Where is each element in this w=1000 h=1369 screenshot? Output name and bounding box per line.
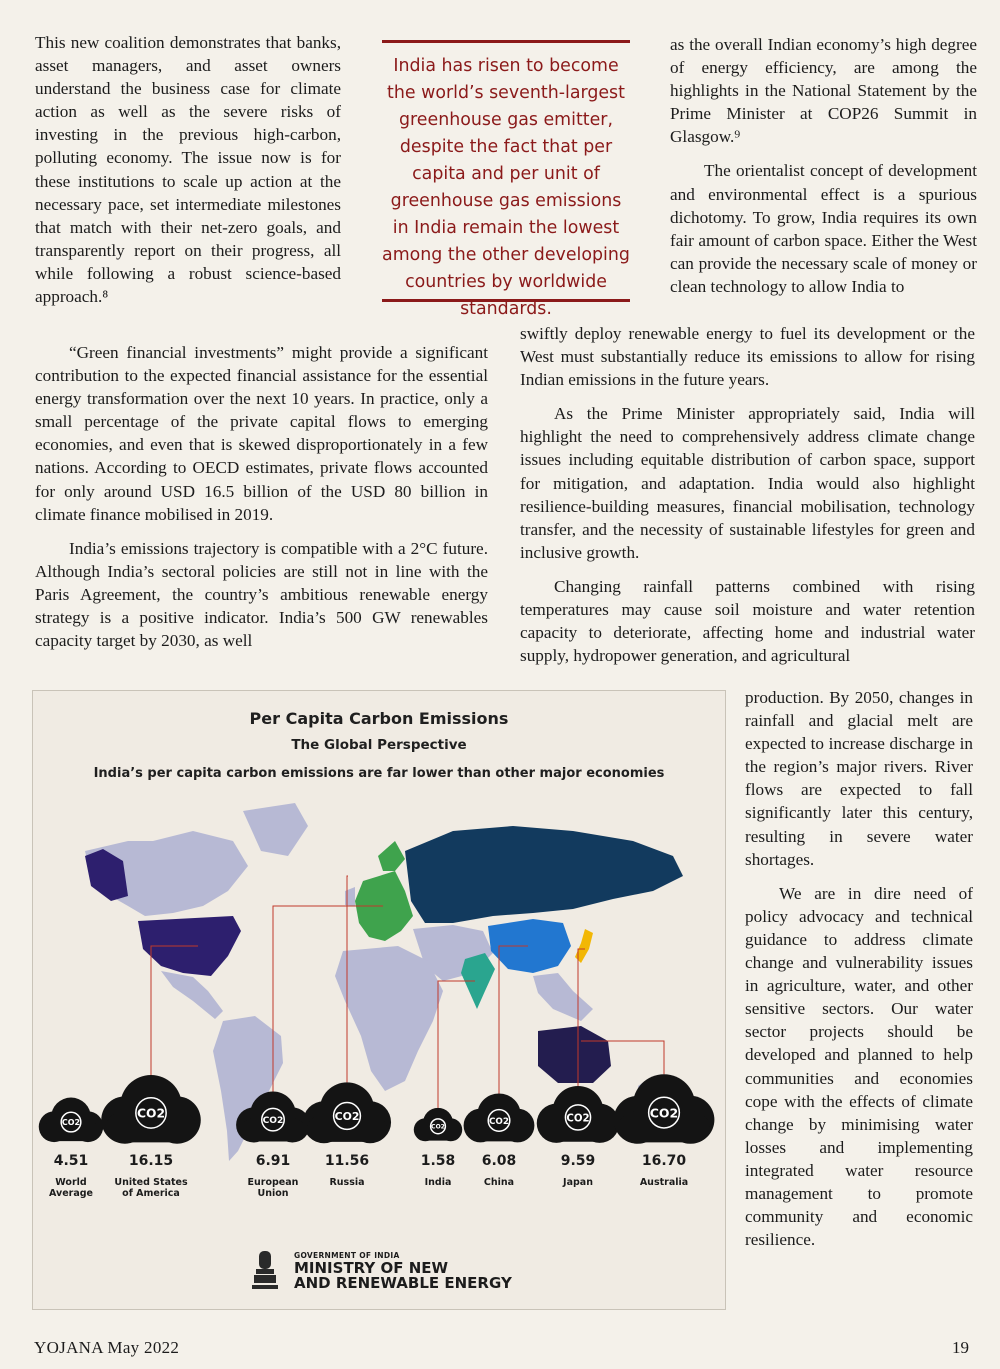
cloud-world-average — [39, 1098, 103, 1143]
paragraph: production. By 2050, changes in rainfall and glacial melt are expected to increase discharge in the region’s major rivers. River flows are expected to fall significantly later this century, resulting in severe water shortages. — [745, 688, 973, 869]
southeast-asia-shape — [533, 973, 593, 1021]
cloud-co2-label: CO2 — [334, 1110, 360, 1124]
category-label: India — [424, 1177, 452, 1188]
paragraph: India’s emissions trajectory is compatible with a 2°C future. Although India’s sectoral policies are still not in line with the Paris Agreement, the country’s ambitious renewable energy strategy is a positive indicator. India’s 500 GW renewables capacity target by 2030, as well — [35, 538, 488, 651]
emissions-figure — [32, 690, 726, 1310]
figure-subtitle: The Global Perspective — [291, 737, 467, 753]
cloud-australia — [614, 1074, 715, 1144]
category-label: of America — [122, 1188, 180, 1199]
emission-value: 9.59 — [560, 1153, 596, 1169]
right-column-middle — [520, 322, 975, 667]
connector-line — [438, 981, 475, 1108]
ministry-name-line2: AND RENEWABLE ENERGY — [294, 1274, 512, 1292]
category-label: China — [483, 1177, 515, 1188]
category-label: Union — [257, 1188, 289, 1199]
cloud-co2-label: CO2 — [61, 1118, 81, 1128]
emission-value: 1.58 — [420, 1153, 456, 1169]
greenland-shape — [243, 803, 308, 856]
emission-value: 11.56 — [324, 1153, 370, 1169]
emission-value: 4.51 — [53, 1153, 89, 1169]
cloud-japan — [537, 1086, 619, 1143]
figure-caption: India’s per capita carbon emissions are far lower than other major economies — [93, 766, 665, 781]
category-label: United States — [114, 1177, 188, 1188]
paragraph: This new coalition demonstrates that banks, asset managers, and asset owners understand the business case for climate action as well as the severe risks of investing in the previous high-carbon, polluting economy. The issue now is for these institutions to scale up action at the necessary pace, set intermediate milestones that match with their net-zero goals, and transparently report on their progress, all while following a robust science-based approach.⁸ — [35, 33, 341, 307]
left-column-top — [35, 31, 341, 308]
africa-shape — [335, 946, 443, 1091]
australia-shape — [538, 1026, 611, 1083]
cloud-china — [464, 1093, 535, 1142]
category-label: European — [247, 1177, 299, 1188]
cloud-co2-label: CO2 — [649, 1105, 679, 1121]
emission-clouds — [39, 1074, 715, 1199]
cloud-co2-label: CO2 — [136, 1106, 166, 1121]
right-column-top — [670, 33, 977, 298]
cloud-co2-label: CO2 — [262, 1116, 284, 1127]
emission-value: 16.70 — [641, 1153, 687, 1169]
paragraph: We are in dire need of policy advocacy and technical guidance to address climate change and vulnerability issues in agriculture, water, and other sensitive sectors. Our water sector projects should be developed and planned to help communities and economies cope with the effects of climate change by minimising water losses and implementing integrated water resource management to promote community and economic resilience. — [745, 883, 973, 1250]
left-column-middle — [35, 341, 488, 652]
scandinavia-shape — [378, 841, 405, 871]
cloud-co2-label: CO2 — [489, 1116, 509, 1127]
national-emblem-icon — [248, 1249, 282, 1293]
pull-quote — [382, 40, 630, 319]
figure-title: Per Capita Carbon Emissions — [249, 709, 509, 728]
paragraph: as the overall Indian economy’s high degree of energy efficiency, are among the highlights in the National Statement by the Prime Minister at COP26 Summit in Glasgow.⁹ — [670, 35, 977, 147]
category-label: Japan — [563, 1177, 593, 1188]
russia-shape — [405, 826, 683, 923]
paragraph: Changing rainfall patterns combined with rising temperatures may cause soil moisture and water retention capacity to deteriorate, affecting home and industrial water supply, hydropower generation, and agricultural — [520, 576, 975, 666]
emission-value: 6.08 — [481, 1153, 517, 1169]
cloud-india — [414, 1108, 462, 1141]
footer-publication: YOJANA May 2022 — [34, 1338, 180, 1357]
ministry-gov-label: GOVERNMENT OF INDIA — [294, 1251, 400, 1260]
emission-value: 16.15 — [128, 1153, 174, 1169]
category-label: World — [55, 1177, 87, 1188]
category-label: Average — [49, 1188, 93, 1199]
pull-quote-text: India has risen to become the world’s seventh-largest greenhouse gas emitter, despite the fact that per capita and per unit of greenhouse gas emissions in India remain the lowest among the other developing countries by worldwide standards. — [382, 56, 630, 319]
right-column-bottom — [745, 686, 973, 1251]
paragraph: swiftly deploy renewable energy to fuel its development or the West must substantially reduce its emissions to allow for rising Indian emissions in the future years. — [520, 324, 975, 390]
cloud-russia — [303, 1082, 391, 1143]
emission-value: 6.91 — [255, 1153, 291, 1169]
page-number: 19 — [952, 1338, 969, 1357]
ministry-logo — [248, 1247, 548, 1297]
paragraph: The orientalist concept of development and environmental effect is a spurious dichotomy. To grow, India requires its own fair amount of carbon space. Either the West can provide the necessary scale of money or clean technology to allow India to — [670, 161, 977, 296]
ministry-name-line1: MINISTRY OF NEW — [294, 1259, 449, 1277]
cloud-united-states-of-america — [101, 1075, 201, 1144]
central-america-shape — [161, 971, 223, 1019]
cloud-co2-label: CO2 — [566, 1113, 590, 1125]
cloud-co2-label: CO2 — [431, 1123, 445, 1131]
category-label: Australia — [639, 1177, 689, 1188]
paragraph: “Green financial investments” might provide a significant contribution to the expected financial assistance for the essential energy transformation over the next 10 years. In practice, only a small percentage of the private capital flows to emerging economies, and even that is skewed disproportionately in a few nations. According to OECD estimates, private flows accounted for only around USD 16.5 billion of the USD 80 billion in climate finance mobilised in 2019. — [35, 343, 488, 524]
world-map-chart — [33, 691, 727, 1311]
category-label: Russia — [329, 1177, 365, 1188]
paragraph: As the Prime Minister appropriately said, India will highlight the need to comprehensively address climate change issues including equitable distribution of carbon space, support for mitigation, and adaptation. India would also highlight resilience-building measures, financial mobilisation, technology transfer, and the necessity of sustainable lifestyles for green and inclusive growth. — [520, 404, 975, 562]
